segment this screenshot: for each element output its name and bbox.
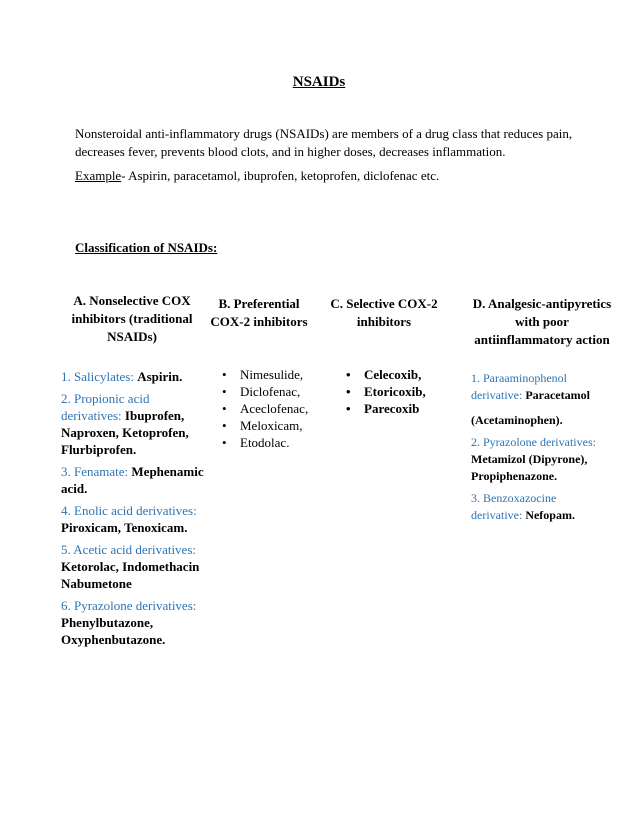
list-item <box>222 383 332 400</box>
example-line <box>75 168 439 184</box>
bullet-icon: • <box>222 367 227 382</box>
list-item <box>471 434 631 485</box>
list-item <box>61 502 195 536</box>
list-item <box>346 366 456 383</box>
drug-names: Ibuprofen, <box>124 408 185 423</box>
drug-name: Etoricoxib, <box>364 384 426 399</box>
column-d-list <box>471 370 631 529</box>
drug-name: Etodolac. <box>240 435 290 450</box>
classification-heading: Classification of NSAIDs: <box>75 240 218 255</box>
column-d-heading-line: with poor <box>515 314 569 329</box>
column-a-heading <box>64 292 200 346</box>
drug-names: Mephenamic <box>131 464 204 479</box>
drug-names: Phenylbutazone, <box>61 615 154 630</box>
category-label: derivatives: <box>61 408 125 423</box>
list-item <box>222 366 332 383</box>
column-b-heading-line: B. Preferential <box>218 296 300 311</box>
drug-names: Metamizol (Dipyrone), <box>471 452 588 466</box>
category-label: 1. Paraaminophenol <box>471 371 567 385</box>
drug-names: Paracetamol <box>525 388 590 402</box>
list-item <box>222 417 332 434</box>
column-b-list <box>222 366 332 451</box>
category-label: 6. Pyrazolone derivatives: <box>61 598 197 613</box>
category-label: 5. Acetic acid derivatives: <box>61 542 197 557</box>
column-c-list <box>346 366 456 417</box>
drug-names: Nefopam. <box>525 508 575 522</box>
drug-name: Celecoxib, <box>364 367 422 382</box>
list-item <box>222 400 332 417</box>
list-item <box>471 490 631 524</box>
column-d-heading <box>452 295 632 349</box>
category-label: derivative: <box>471 388 526 402</box>
column-b-heading <box>205 295 313 331</box>
drug-name: Parecoxib <box>364 401 420 416</box>
bullet-icon: • <box>222 384 227 399</box>
example-label: Example <box>75 168 122 183</box>
bullet-icon: • <box>346 384 351 399</box>
category-label: derivative: <box>471 508 526 522</box>
bullet-icon: • <box>222 401 227 416</box>
column-b-heading-line: COX-2 inhibitors <box>210 314 308 329</box>
drug-name: Meloxicam, <box>240 418 303 433</box>
bullet-icon: • <box>222 418 227 433</box>
column-d-heading-line: antiinflammatory action <box>474 332 610 347</box>
list-item <box>61 390 195 458</box>
column-a-list <box>61 368 204 653</box>
column-d-heading-line: D. Analgesic-antipyretics <box>472 296 612 311</box>
category-label: 4. Enolic acid derivatives: <box>61 503 197 518</box>
list-item <box>346 400 456 417</box>
column-a-heading-line: A. Nonselective COX <box>73 293 191 308</box>
drug-names: Nabumetone <box>61 576 132 591</box>
drug-name: Diclofenac, <box>240 384 301 399</box>
column-c-heading <box>325 295 443 331</box>
column-a-heading-line: inhibitors (traditional <box>71 311 193 326</box>
category-label: 3. Fenamate: <box>61 464 132 479</box>
list-item <box>346 383 456 400</box>
drug-names: Oxyphenbutazone. <box>61 632 166 647</box>
drug-names: acid. <box>61 481 88 496</box>
drug-names: Piroxicam, Tenoxicam. <box>61 520 188 535</box>
list-item <box>61 463 204 497</box>
category-label: 2. Pyrazolone derivatives: <box>471 435 596 449</box>
example-text: - Aspirin, paracetamol, ibuprofen, ketoprofen, diclofenac etc. <box>121 168 440 183</box>
intro-paragraph: Nonsteroidal anti-inflammatory drugs (NSAIDs) are members of a drug class that reduces pain, decreases fever, prevents blood clots, and in higher doses, decreases inflammation. <box>75 126 573 159</box>
drug-names: (Acetaminophen). <box>471 413 563 427</box>
drug-names: Ketorolac, Indomethacin <box>61 559 200 574</box>
drug-names: Flurbiprofen. <box>61 442 137 457</box>
drug-names: Aspirin. <box>137 369 183 384</box>
drug-names: Naproxen, Ketoprofen, <box>61 425 189 440</box>
page-title: NSAIDs <box>292 74 346 90</box>
drug-name: Aceclofenac, <box>240 401 309 416</box>
column-a-heading-line: NSAIDs) <box>107 329 157 344</box>
bullet-icon: • <box>222 435 227 450</box>
column-c-heading-line: inhibitors <box>356 314 412 329</box>
column-c-heading-line: C. Selective COX-2 <box>330 296 438 311</box>
drug-names: Propiphenazone. <box>471 469 558 483</box>
list-item <box>61 597 195 648</box>
drug-name: Nimesulide, <box>240 367 304 382</box>
list-item <box>222 434 332 451</box>
category-label: 1. Salicylates: <box>61 369 138 384</box>
category-label: 3. Benzoxazocine <box>471 491 557 505</box>
list-item <box>61 541 200 592</box>
bullet-icon: • <box>346 401 351 416</box>
bullet-icon: • <box>346 367 351 382</box>
list-item <box>61 368 195 385</box>
category-label: 2. Propionic acid <box>61 391 150 406</box>
list-item <box>471 370 631 429</box>
